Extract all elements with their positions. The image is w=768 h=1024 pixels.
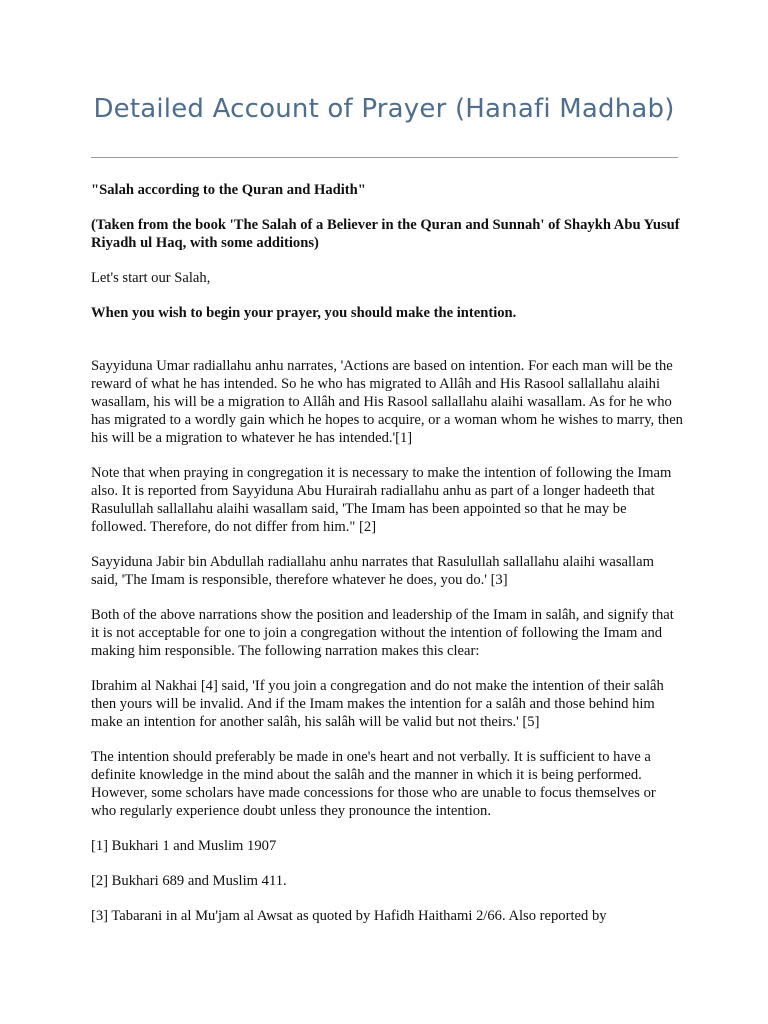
body-paragraph: The intention should preferably be made in one's heart and not verbally. It is sufficient to have a definite knowledge in the mind about the salâh and the manner in which it is being performed. However, some scholars have made concessions for those who are unable to focus themselves or who regularly experience doubt unless they pronounce the intention. — [91, 749, 656, 819]
footnote: [1] Bukhari 1 and Muslim 1907 — [91, 838, 277, 854]
section-heading-intention: When you wish to begin your prayer, you should make the intention. — [91, 305, 517, 321]
document-title: Detailed Account of Prayer (Hanafi Madhab) — [93, 94, 675, 124]
body-paragraph: Ibrahim al Nakhai [4] said, 'If you join a congregation and do not make the intention of their salâh then yours will be invalid. And if the Imam makes the intention for a salâh and those behind him make an intention for another salâh, his salâh will be valid but not theirs.' [5] — [91, 678, 664, 730]
body-paragraph: Sayyiduna Jabir bin Abdullah radiallahu anhu narrates that Rasulullah sallallahu alaihi wasallam said, 'The Imam is responsible, therefore whatever he does, you do.' [3] — [91, 554, 654, 588]
body-paragraph: Both of the above narrations show the position and leadership of the Imam in salâh, and signify that it is not acceptable for one to join a congregation without the intention of following the Imam and making him responsible. The following narration makes this clear: — [91, 607, 674, 659]
title-divider — [91, 157, 678, 158]
subtitle-quote: "Salah according to the Quran and Hadith" — [91, 182, 366, 198]
body-paragraph: Sayyiduna Umar radiallahu anhu narrates, 'Actions are based on intention. For each man will be the reward of what he has intended. So he who has migrated to Allâh and His Rasool sallallahu alaihi wasallam, his will be a migration to Allâh and His Rasool sallallahu alaihi wasallam. As for he who has migrated to a wordly gain which he hopes to acquire, or a woman whom he wishes to marry, then his will be a migration to whatever he has intended.'[1] — [91, 358, 683, 446]
body-paragraph: Note that when praying in congregation it is necessary to make the intention of following the Imam also. It is reported from Sayyiduna Abu Hurairah radiallahu anhu as part of a longer hadeeth that Rasulullah sallallahu alaihi wasallam said, 'The Imam has been appointed so that he may be followed. Therefore, do not differ from him." [2] — [91, 465, 672, 535]
document-body — [91, 181, 683, 942]
intro-line: Let's start our Salah, — [91, 270, 211, 286]
footnote: [2] Bukhari 689 and Muslim 411. — [91, 873, 287, 889]
footnote: [3] Tabarani in al Mu'jam al Awsat as quoted by Hafidh Haithami 2/66. Also reported by — [91, 908, 607, 924]
source-note: (Taken from the book 'The Salah of a Believer in the Quran and Sunnah' of Shaykh Abu Yusuf Riyadh ul Haq, with some additions) — [91, 217, 680, 251]
